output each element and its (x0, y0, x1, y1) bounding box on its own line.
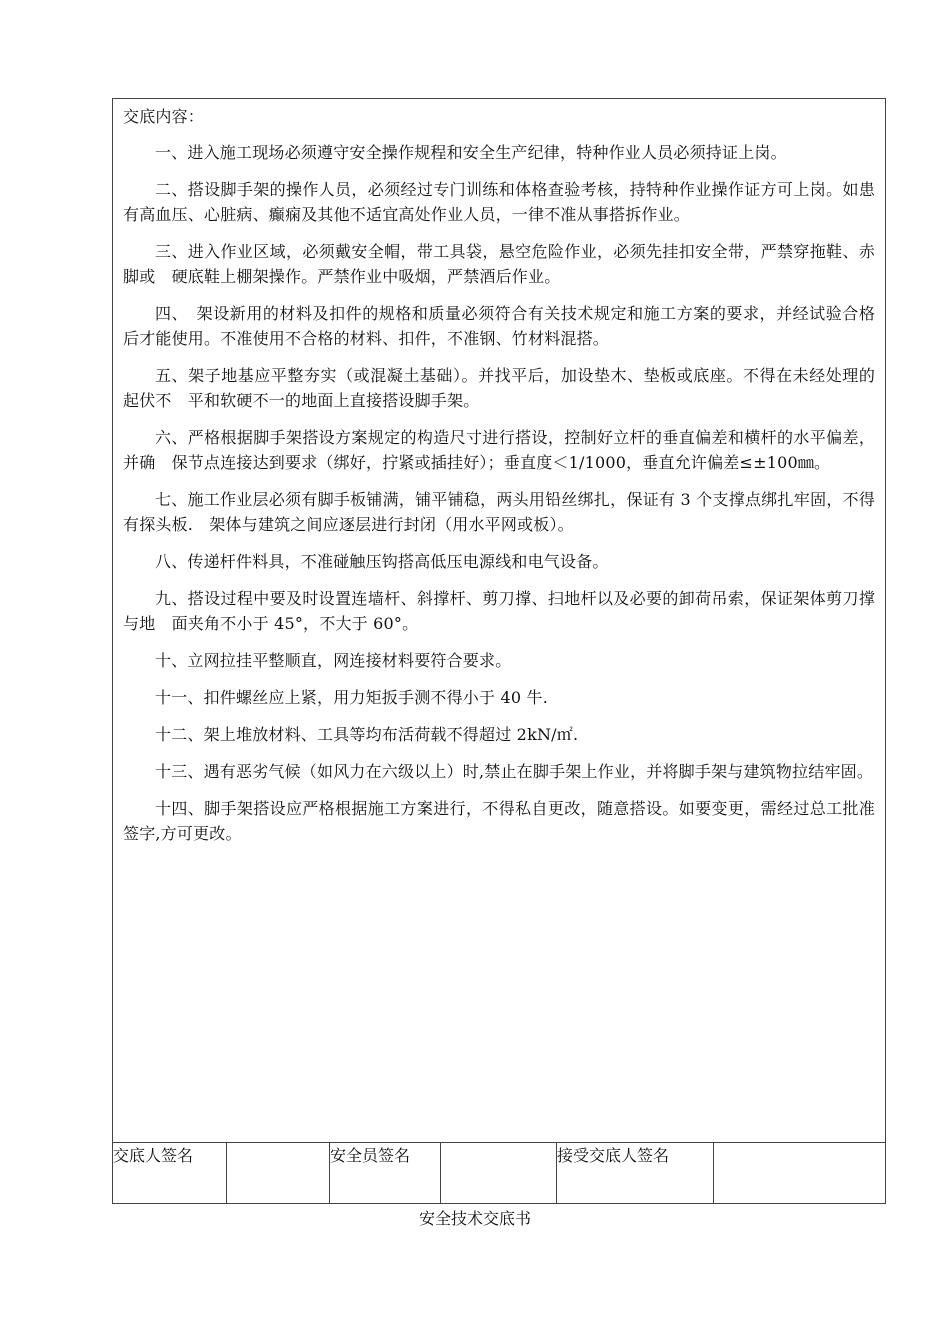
clause-11: 十一、扣件螺丝应上紧，用力矩扳手测不得小于 40 牛. (155, 688, 549, 707)
clause-4: 四、 架设新用的材料及扣件的规格和质量必须符合有关技术规定和施工方案的要求，并经试验合格后才能使用。不准使用不合格的材料、扣件，不准钢、竹材料混搭。 (123, 304, 876, 348)
clause-5: 五、架子地基应平整夯实（或混凝土基础）。并找平后，加设垫木、垫板或底座。不得在未经处理的起伏不 平和软硬不一的地面上直接搭设脚手架。 (123, 366, 876, 410)
clause-2: 二、搭设脚手架的操作人员，必须经过专门训练和体格查验考核，持特种作业操作证方可上岗。如患有高血压、心脏病、癫痫及其他不适宜高处作业人员，一律不准从事搭拆作业。 (123, 180, 876, 224)
content-heading: 交底内容： (123, 107, 205, 126)
disclosure-table (112, 98, 886, 1204)
clause-3: 三、进入作业区域，必须戴安全帽，带工具袋，悬空危险作业，必须先挂扣安全带，严禁穿拖鞋、赤脚或 硬底鞋上棚架操作。严禁作业中吸烟，严禁酒后作业。 (123, 242, 876, 286)
clause-10: 十、立网拉挂平整顺直，网连接材料要符合要求。 (155, 651, 512, 670)
clause-7: 七、施工作业层必须有脚手板铺满，铺平铺稳，两头用铅丝绑扎，保证有 3 个支撑点绑扎牢固，不得有探头板. 架体与建筑之间应逐层进行封闭（用水平网或板）。 (123, 490, 876, 534)
clause-9: 九、搭设过程中要及时设置连墙杆、斜撑杆、剪刀撑、扫地杆以及必要的卸荷吊索，保证架体剪刀撑与地 面夹角不小于 45°，不大于 60°。 (123, 589, 876, 633)
clause-14: 十四、脚手架搭设应严格根据施工方案进行，不得私自更改，随意搭设。如要变更，需经过总工批准签字,方可更改。 (123, 799, 876, 843)
clause-12: 十二、架上堆放材料、工具等均布活荷载不得超过 2kN/㎡. (155, 725, 579, 744)
safety-officer-signature-label: 安全员签名 (330, 1143, 441, 1204)
content-body (113, 99, 885, 846)
signature-row (113, 1143, 886, 1204)
discloser-signature-label: 交底人签名 (113, 1143, 227, 1204)
safety-officer-signature-field[interactable] (441, 1143, 557, 1204)
clause-8: 八、传递杆件料具，不准碰触压钩搭高低压电源线和电气设备。 (155, 552, 609, 571)
discloser-signature-field[interactable] (227, 1143, 330, 1204)
content-cell (113, 99, 886, 1143)
receiver-signature-label: 接受交底人签名 (557, 1143, 714, 1204)
receiver-signature-field[interactable] (714, 1143, 886, 1204)
clause-13: 十三、遇有恶劣气候（如风力在六级以上）时,禁止在脚手架上作业，并将脚手架与建筑物拉结牢固。 (155, 762, 874, 781)
clause-6: 六、严格根据脚手架搭设方案规定的构造尺寸进行搭设，控制好立杆的垂直偏差和横杆的水平偏差，并确 保节点连接达到要求（绑好，拧紧或插挂好）；垂直度＜1/1000，垂直允许偏差≤±100㎜。 (123, 428, 876, 472)
clause-1: 一、进入施工现场必须遵守安全操作规程和安全生产纪律，特种作业人员必须持证上岗。 (155, 143, 787, 162)
document-title: 安全技术交底书 (418, 1209, 531, 1228)
